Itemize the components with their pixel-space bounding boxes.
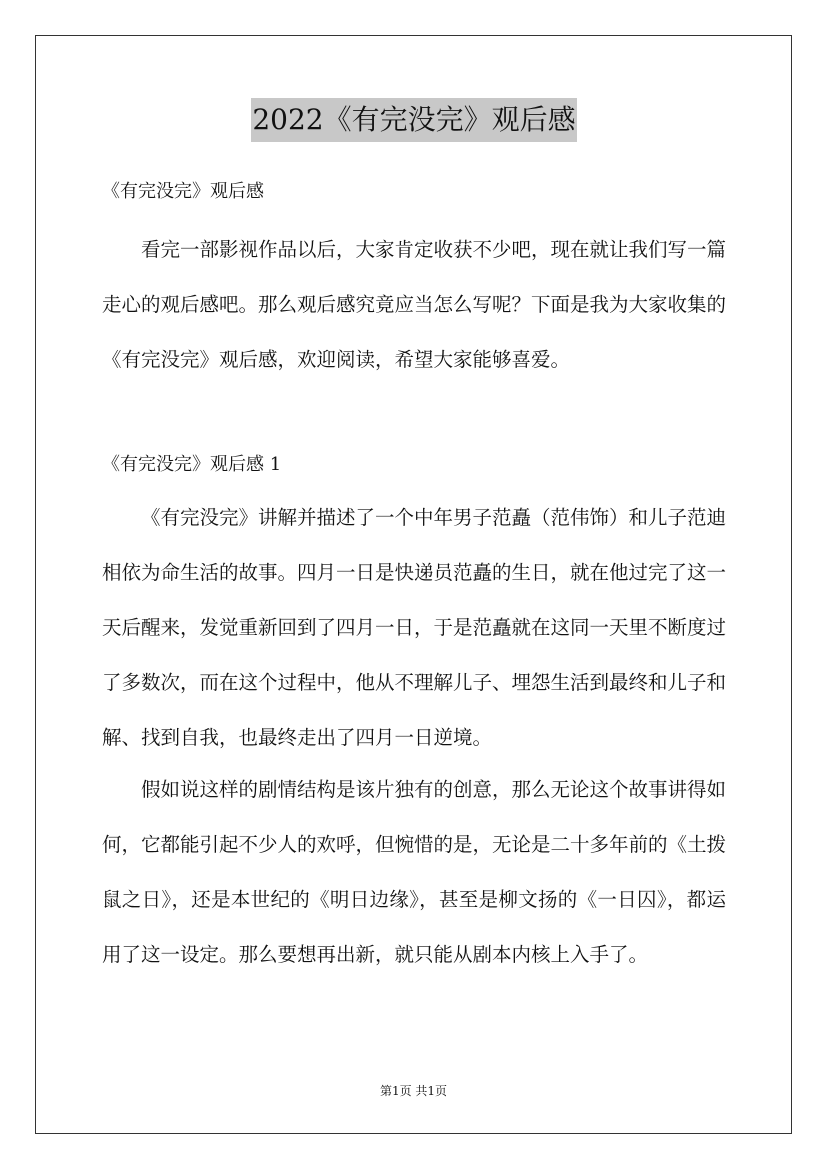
section-heading: 《有完没完》观后感 1 [102,454,282,475]
body-paragraph-2: 假如说这样的剧情结构是该片独有的创意，那么无论这个故事讲得如何，它都能引起不少人的欢呼，但惋惜的是，无论是二十多年前的《土拨鼠之日》，还是本世纪的《明日边缘》，甚至是柳文扬的《一日囚》，都运用了这一设定。那么要想再出新，就只能从剧本内核上入手了。 [102,778,727,966]
document-title: 2022《有完没完》观后感 [251,98,576,142]
body-paragraph-1: 《有完没完》讲解并描述了一个中年男子范矗（范伟饰）和儿子范迪相依为命生活的故事。四月一日是快递员范矗的生日，就在他过完了这一天后醒来，发觉重新回到了四月一日，于是范矗就在这同一天里不断度过了多数次，而在这个过程中，他从不理解儿子、埋怨生活到最终和儿子和解、找到自我，也最终走出了四月一日逆境。 [102,506,727,749]
document-subtitle: 《有完没完》观后感 [102,181,264,202]
intro-paragraph: 看完一部影视作品以后，大家肯定收获不少吧，现在就让我们写一篇走心的观后感吧。那么观后感究竟应当怎么写呢？下面是我为大家收集的《有完没完》观后感，欢迎阅读，希望大家能够喜爱。 [102,238,727,371]
page-footer: 第1页 共1页 [379,1084,448,1098]
document-body [102,98,727,966]
title-wrapper [102,98,726,148]
